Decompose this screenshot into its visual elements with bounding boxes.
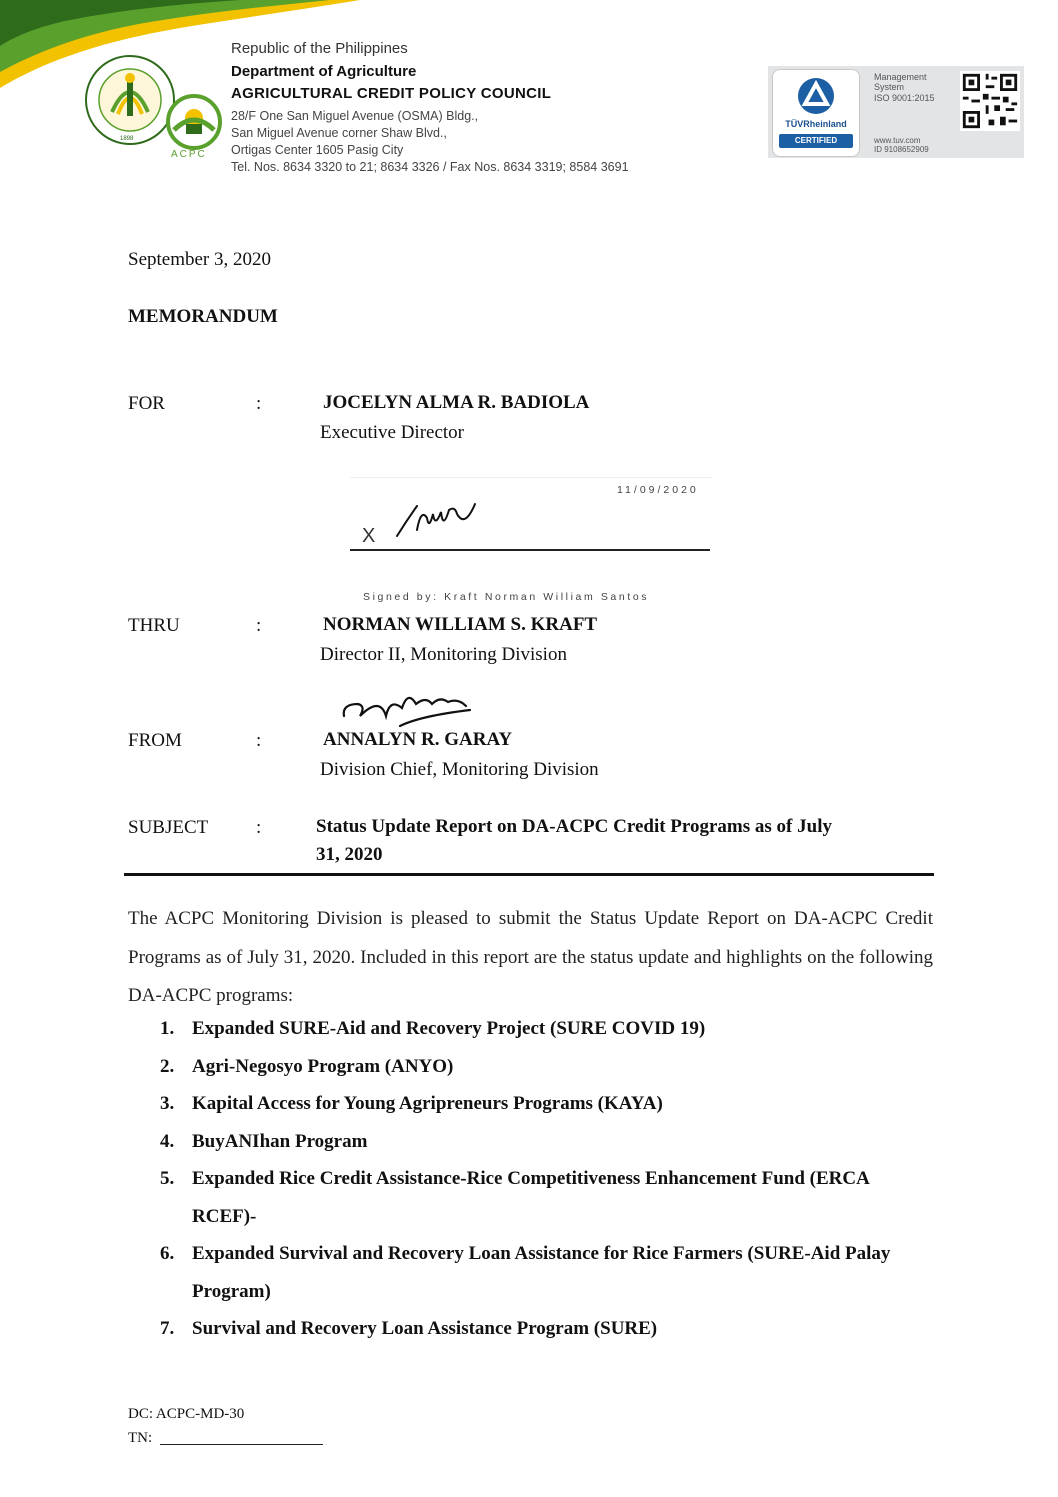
cert-line: ISO 9001:2015: [874, 93, 935, 103]
esign-x-mark: X: [362, 525, 376, 547]
header-republic: Republic of the Philippines: [231, 40, 408, 57]
list-item: [160, 1310, 935, 1348]
subject-line-2: 31, 2020: [316, 844, 383, 865]
cert-line: Management: [874, 72, 927, 82]
header-address-line: San Miguel Avenue corner Shaw Blvd.,: [231, 126, 447, 140]
list-item-text: BuyANIhan Program: [192, 1130, 368, 1152]
tracking-number-blank-line: [160, 1444, 323, 1445]
subject-divider: [124, 873, 934, 876]
header-council: AGRICULTURAL CREDIT POLICY COUNCIL: [231, 85, 552, 102]
list-item-number: 3.: [160, 1093, 175, 1114]
cert-website: www.tuv.com: [874, 136, 921, 145]
tuv-certified-label: CERTIFIED: [779, 134, 853, 148]
from-colon: :: [256, 730, 262, 751]
esign-signed-by: Signed by: Kraft Norman William Santos: [363, 591, 650, 603]
subject-line-1: Status Update Report on DA-ACPC Credit Programs as of July: [316, 816, 832, 837]
thru-title: Director II, Monitoring Division: [320, 644, 567, 665]
tuv-brand-label: TÜVRheinland: [785, 119, 847, 129]
memo-date: September 3, 2020: [128, 249, 272, 270]
list-item-text: Expanded Survival and Recovery Loan Assistance for Rice Farmers (SURE-Aid Palay Program): [192, 1243, 891, 1302]
list-item-number: 7.: [160, 1318, 175, 1339]
thru-label: THRU: [128, 615, 180, 636]
acpc-logo-icon: [168, 96, 220, 148]
list-item-text: Agri-Negosyo Program (ANYO): [192, 1055, 454, 1077]
iso-certification-box: [768, 66, 1024, 158]
list-item-number: 4.: [160, 1130, 175, 1152]
tuv-triangle-icon: [796, 76, 836, 116]
list-item-number: 6.: [160, 1243, 175, 1264]
subject-colon: :: [256, 817, 262, 838]
signature-kraft-icon: [395, 500, 485, 544]
header-address-line: Tel. Nos. 8634 3320 to 21; 8634 3326 / Fax Nos. 8634 3319; 8584 3691: [231, 160, 629, 174]
list-item-text: Kapital Access for Young Agripreneurs Programs (KAYA): [192, 1093, 663, 1114]
document-code: DC: ACPC-MD-30: [128, 1406, 245, 1422]
list-item: [160, 1085, 935, 1123]
memo-type-heading: MEMORANDUM: [128, 306, 278, 327]
tracking-number-label: TN:: [128, 1430, 153, 1446]
esign-date: 11/09/2020: [617, 484, 699, 496]
list-item-number: 5.: [160, 1168, 175, 1189]
esign-signature-line: [350, 549, 710, 551]
program-list: [160, 1010, 935, 1348]
subject-label: SUBJECT: [128, 817, 209, 838]
header-address-line: Ortigas Center 1605 Pasig City: [231, 143, 404, 157]
list-item-number: 2.: [160, 1055, 175, 1077]
list-item-text: Expanded Rice Credit Assistance-Rice Competitiveness Enhancement Fund (ERCA RCEF)-: [192, 1168, 869, 1227]
list-item: [160, 1010, 935, 1048]
from-title: Division Chief, Monitoring Division: [320, 759, 599, 780]
for-colon: :: [256, 393, 262, 414]
header-address-line: 28/F One San Miguel Avenue (OSMA) Bldg.,: [231, 109, 479, 123]
body-paragraph: The ACPC Monitoring Division is pleased to submit the Status Update Report on DA-ACPC Credit Programs as of July 31, 2020. Included in this report are the status update and highlights on the following DA-ACPC programs:: [128, 908, 933, 1006]
for-recipient-name: JOCELYN ALMA R. BADIOLA: [323, 392, 590, 413]
thru-name: NORMAN WILLIAM S. KRAFT: [323, 614, 598, 635]
list-item: [160, 1235, 935, 1310]
list-item: [160, 1123, 935, 1161]
list-item: [160, 1048, 935, 1086]
da-seal-icon: [86, 56, 174, 144]
list-item: [160, 1160, 935, 1235]
da-seal-year: 1898: [120, 136, 134, 142]
agency-logos: [82, 52, 232, 162]
list-item-text: Expanded SURE-Aid and Recovery Project (SURE COVID 19): [192, 1018, 706, 1039]
for-recipient-title: Executive Director: [320, 422, 465, 443]
list-item-number: 1.: [160, 1018, 175, 1039]
acpc-logo-label: ACPC: [171, 149, 207, 160]
list-item-text: Survival and Recovery Loan Assistance Program (SURE): [192, 1318, 658, 1339]
cert-id: ID 9108652909: [874, 145, 929, 154]
from-label: FROM: [128, 730, 182, 751]
thru-colon: :: [256, 615, 262, 636]
qr-code-icon: [960, 71, 1020, 131]
tuv-badge: [772, 69, 860, 157]
for-label: FOR: [128, 393, 165, 414]
cert-line: System: [874, 82, 905, 92]
from-name: ANNALYN R. GARAY: [323, 729, 513, 750]
header-department: Department of Agriculture: [231, 63, 417, 80]
esign-top-rule: [350, 477, 712, 478]
